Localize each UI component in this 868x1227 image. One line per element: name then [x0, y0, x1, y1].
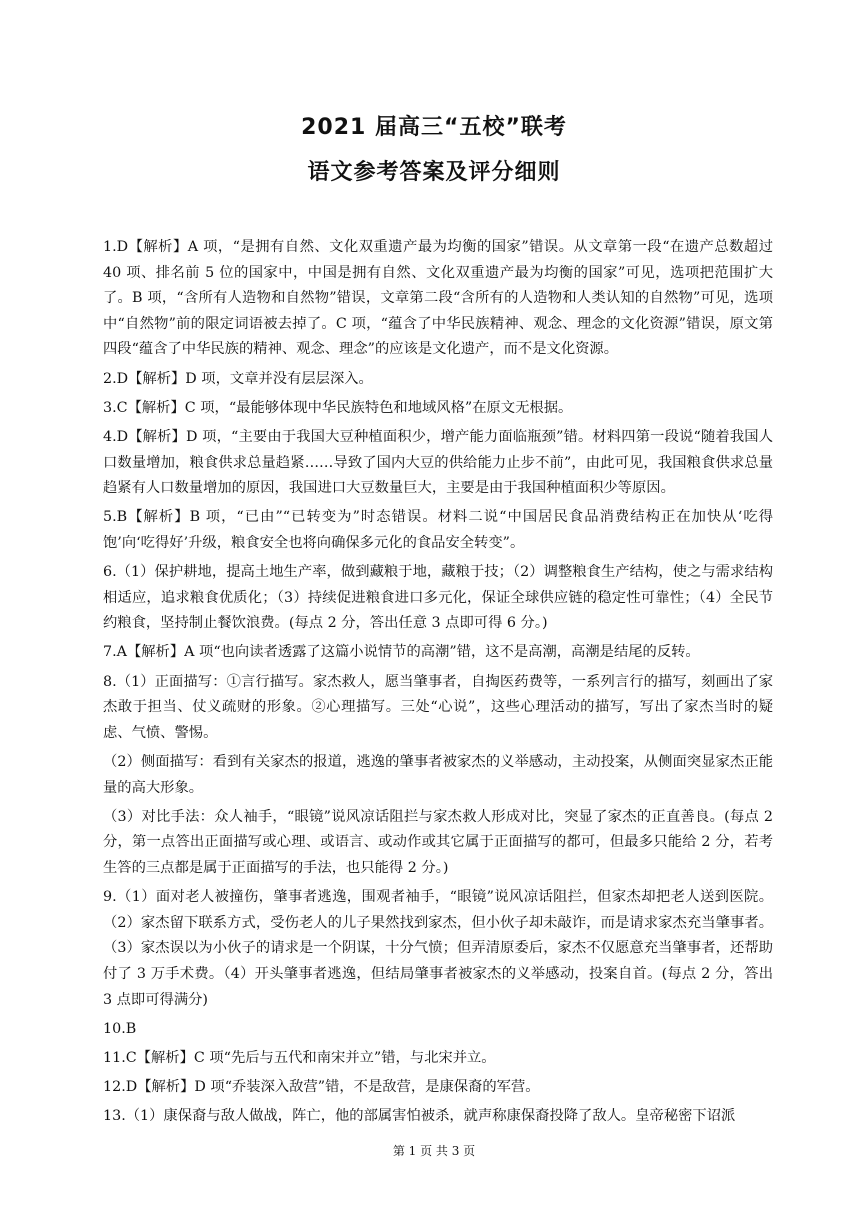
answer-paragraph: 11.C【解析】C 项“先后与五代和南宋并立”错，与北宋并立。: [103, 1049, 496, 1066]
answer-paragraph: 3.C【解析】C 项，“最能够体现中华民族特色和地域风格”在原文无根据。: [103, 399, 573, 416]
answer-paragraph: 4.D【解析】D 项，“主要由于我国大豆种植面积少，增产能力面临瓶颈”错。材料四第一段说“随着我国人口数量增加，粮食供求总量趋紧……导致了国内大豆的供给能力止步不前”，由此可见，我国粮食供求总量趋紧有人口数量增加的原因，我国进口大豆数量巨大，主要是由于我国种植面积少等原因。: [103, 428, 773, 497]
answer-paragraph: 5.B【解析】B 项，“已由”“已转变为”时态错误。材料二说“中国居民食品消费结构正在加快从‘吃得饱’向‘吃得好’升级，粮食安全也将向确保多元化的食品安全转变”。: [103, 509, 773, 551]
document-subtitle: 语文参考答案及评分细则: [307, 160, 561, 185]
answer-paragraph: 1.D【解析】A 项，“是拥有自然、文化双重遗产最为均衡的国家”错误。从文章第一段“在遗产总数超过 40 项、排名前 5 位的国家中，中国是拥有自然、文化双重遗产最为均衡的国家”可见，选项把范围扩大了。B 项，“含所有人造物和自然物”错误，文章第二段“含所有的人造物和人类认知的自然物”可见，选项中“自然物”前的限定词语被去掉了。C 项，“蕴含了中华民族精神、观念、理念的文化资源”错误，原文第四段“蕴含了中华民族的精神、观念、理念”的应该是文化遗产，而不是文化资源。: [103, 239, 773, 358]
answer-paragraph: 7.A【解析】A 项“也向读者透露了这篇小说情节的高潮”错，这不是高潮，高潮是结尾的反转。: [103, 644, 700, 661]
answer-paragraph: 12.D【解析】D 项“乔装深入敌营”错，不是敌营，是康保裔的军营。: [103, 1079, 540, 1096]
answer-paragraph: 9.（1）面对老人被撞伤，肇事者逃逸，围观者袖手，“眼镜”说风凉话阻拦，但家杰却把老人送到医院。（2）家杰留下联系方式，受伤老人的儿子果然找到家杰，但小伙子却未敲诈，而是请求家杰充当肇事者。（3）家杰误以为小伙子的请求是一个阴谋，十分气愤；但弄清原委后，家杰不仅愿意充当肇事者，还帮助付了 3 万手术费。（4）开头肇事者逃逸，但结局肇事者被家杰的义举感动，投案自首。(每点 2 分，答出 3 点即可得满分): [103, 889, 773, 1008]
document-title: 2021 届高三“五校”联考: [301, 115, 567, 140]
answer-paragraph: 8.（1）正面描写：①言行描写。家杰救人，愿当肇事者，自掏医药费等，一系列言行的描写，刻画出了家杰敢于担当、仗义疏财的形象。②心理描写。三处“心说”，这些心理活动的描写，写出了家杰当时的疑虑、气愤、警惕。: [103, 673, 773, 741]
answer-paragraph: 2.D【解析】D 项，文章并没有层层深入。: [103, 370, 373, 387]
answer-paragraph: （2）侧面描写：看到有关家杰的报道，逃逸的肇事者被家杰的义举感动，主动投案，从侧面突显家杰正能量的高大形象。: [103, 754, 773, 796]
answer-body: [103, 235, 773, 1134]
answer-paragraph: 13.（1）康保裔与敌人做战，阵亡，他的部属害怕被杀，就声称康保裔投降了敌人。皇帝秘密下诏派: [103, 1108, 736, 1125]
answer-paragraph: （3）对比手法：众人袖手，“眼镜”说风凉话阻拦与家杰救人形成对比，突显了家杰的正直善良。(每点 2 分，第一点答出正面描写或心理、或语言、或动作或其它属于正面描写的都可，但最多只能给 2 分，若考生答的三点都是属于正面描写的手法，也只能得 2 分。): [103, 808, 773, 876]
answer-paragraph: 10.B: [103, 1020, 137, 1037]
page-footer: 第 1 页 共 3 页: [392, 1144, 476, 1158]
answer-paragraph: 6.（1）保护耕地，提高土地生产率，做到藏粮于地，藏粮于技；（2）调整粮食生产结构，使之与需求结构相适应，追求粮食优质化；（3）持续促进粮食进口多元化，保证全球供应链的稳定性可靠性；（4）全民节约粮食，坚持制止餐饮浪费。(每点 2 分，答出任意 3 点即可得 6 分。): [103, 564, 773, 632]
